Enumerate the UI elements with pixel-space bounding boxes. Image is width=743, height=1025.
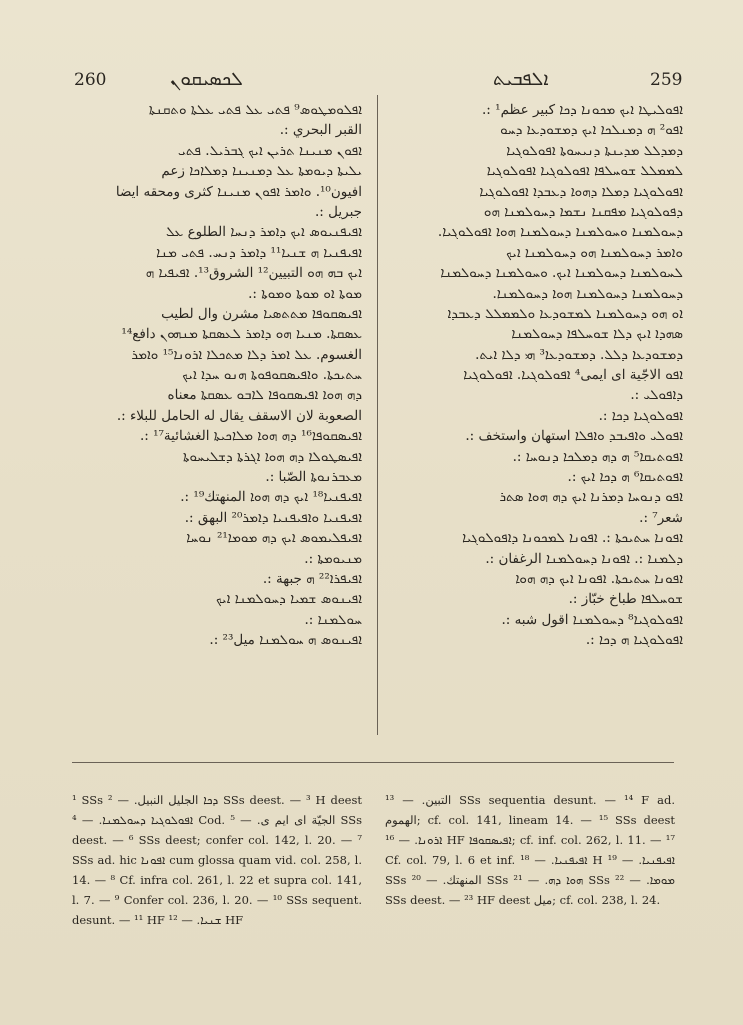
text-line: ܐܦܘܠܝ ܘܐܦܝܒܕ ܘܐܦܠܐ استهان واستخف :. [465, 428, 683, 445]
text-line: ܠܚܘܠܡܢܐ ܕܚܘܠܡܢܐ ܐܝܟ. ܘܚܘܠܡܢܐ ܕܚܘܠܡܢܐ [440, 265, 683, 282]
text-line: ܡܘܬܐ ܐܘ ܡܘܬܐ ܘܡܘܬܐ :. [248, 285, 362, 302]
text-line: ܐܦܘܬܝܩܐ⁵ ܗ ܕܗ ܕܡܠܟܐ ܕܢܘܚܐ :. [512, 448, 683, 465]
text-line: ܥܣܩܬܐ. ܡܢܝܐ ܗܘ ܕܐܡܪ ܠܥܣܩܬܐ ܡܢܗܘܢ دافع¹⁴ [121, 326, 362, 343]
text-line: ܐܦܘܬܝܩܐ⁶ ܗ ܕܟܐ ܐܝܟ :. [567, 469, 683, 486]
text-line: ܐܦܝܣܩܘܦܐ¹⁶ ܕܗ ܗܘܐ ܡܠܐܟܝܬܐ الغشائية¹⁷ :. [139, 428, 362, 445]
right-page-number: 259 [650, 70, 683, 90]
text-line: ܐܦܝܦܢܝܐ ܗ ܫܢܝܐ¹¹ ܕܐܡܪ ܕܢܚ. ܦܬܝ ܡܢܐ [156, 244, 362, 261]
column-divider [377, 95, 378, 735]
text-line: جبريل :. [315, 203, 362, 220]
text-line: ܚܘܠܡܢܐ :. [304, 611, 362, 628]
text-line: ܕܡܫܘܕܥܐ ܕܠܠ. ܕܡܫܘܕܥܐ³ ܗܝ ܕܠܐ ܐܝܬ. [475, 346, 683, 363]
text-line: ܐܦܝܦܪܐ²² ܗ جبهة :. [262, 570, 362, 587]
left-column [72, 100, 362, 651]
text-line: ܐܦܘܢ ܡܢܝܢܐ ܬܪܝܢ ܐܝܟ ܓܒܪܝܠ. ܦܬܝ [178, 142, 362, 159]
text-line: ܚܬܝܟܬܐ. ܘܐܦܝܣܩܘܦܘܬܐ ܗܢܘ ܚܕܐ ܐܝܟ [182, 367, 362, 384]
text-line: القبر البحري :. [279, 122, 362, 139]
text-line: ܐܘ ܗܘ ܕܚܘܠܡܢܐ ܠܡܫܘܕܥܐ ܘܠܡܡܠܠ ܕܥܒܕܐ [447, 305, 683, 322]
footnote-rule [72, 762, 674, 763]
left-page-number: 260 [74, 70, 107, 90]
footnotes-left [72, 790, 362, 930]
text-line: افيون¹⁰. ܘܐܡܪ ܐܦܘܢ ܡܢܝܢܐ كثرى ومحقه ايضا [115, 183, 362, 200]
text-line: ܐܦܝܣܩܘܦܐ ܡܬܬܣܝܐ مشرن وال لطيب [161, 305, 362, 322]
text-line: ܕܗ ܗܘܐ ܐܦܝܣܩܘܦܐ ܠܐܒܘ ܥܣܩܬܐ معناه [167, 387, 362, 404]
text-line: ܕܡܕܠܠ ܡܕܝܢܬܐ ܕܢܝܚܘܬܐ ܐܦܘܠܘܓܝܐ [506, 142, 683, 159]
text-line: ܐܦܝܦܢܝܐ¹⁸ ܐܝܟ ܕܗ ܗܘܐ المنهتك¹⁹ :. [180, 489, 362, 506]
text-line: ܐܦܝܦܢܝܘܣ ܐܝܟ ܕܐܡܪ ܕܢܚܐ الطلوع ܥܠ [165, 224, 362, 241]
text-line: ܡܢܝܘܡܬܐ :. [304, 550, 362, 567]
text-line: ܣܗܕܐ ܐܝܟ ܕܠܐ ܫܘܚܠܦܐ ܕܚܘܠܡܢܐ [511, 326, 683, 343]
text-line: ܐܦܝܢܘܣ ܗ ܚܘܠܡܢܐ ميل²³ :. [209, 632, 362, 649]
right-running-title: ܐܠܦܒܝܬ [493, 68, 549, 90]
text-line: ܐܦܝܦܢܝܐ ܘܐܦܝܦܢܝܐ ܕܐܡܪ²⁰ البهق :. [184, 509, 362, 526]
text-line: ܐܦܘ ܕܢܘܚܐ ܕܡܪܢܐ ܐܝܟ ܕܗ ܗܘܐ ܣܬܪ [499, 489, 683, 506]
right-column [393, 100, 683, 651]
text-line: ܕܐܦܘܠܝ :. [630, 387, 683, 404]
text-line: ܐܦܘܠܘܓܝܐ⁸ ܕܚܘܠܡܢܐ اقول شبه :. [501, 611, 683, 628]
text-line: ܘܐܡܪ ܕܚܘܠܡܢܐ ܗܘ ܕܚܘܠܡܢܐ ܐܝܟ [506, 244, 683, 261]
text-line: ܐܦܘ² ܗ ܕܡܢܠܟܐ ܐܝܟ ܕܡܫܘܕܥܐ ܕܚܘ [500, 122, 683, 139]
text-line: ܕܠܡܢܐ :. ܐܦܘܢܐ ܕܚܘܠܡܢܐ الرغفان :. [485, 550, 683, 567]
text-line: ܐܦܘܠܘܓܝܐ ܕܟܐ :. [598, 407, 683, 424]
footnote-text: ¹ SSs ܕܟܐ الجليل النبيل. — ² SSs deest. — ³ H deest ܐܦܘܠܘܓܝܐ ܕܚܘܠܡܢܐ. — ⁴ Cod. الجيّة اى ايم ى. — ⁵ SSs deest. — ⁶ SSs deest; confer col. 142, l. 20. — ⁷ SSs ad. hic ܐܦܘܢܐ cum glossa quam vid. col. 258, l. 14. — ⁸ Cf. infra col. 261, l. 22 et supra col. 141, l. 7. — ⁹ Confer col. 236, l. 20. — ¹⁰ SSs sequent. desunt. — ¹¹ HF ܫܢܝܐ. — ¹² HF [72, 793, 362, 927]
text-line: الغسوم. ܥܠ ܐܡܪ ܕܠܐ ܡܬܟܠܐ ܐܪܘܢܐ¹⁵ ܘܐܡܪ [131, 346, 362, 363]
text-line: ܐܦܘܠܝܛܐ ܐܝܟ ܡܟܘܢܐ ܕܟܐ كبير عظم¹ :. [482, 102, 683, 118]
text-line: ܡܥܒܪܢܘܬܐ الصّبا :. [265, 469, 362, 486]
text-line: ܐܦܘܠܘܓܝܐ ܗ ܕܟܐ :. [585, 632, 683, 649]
text-line: ܫܘܚܠܦܐ طباخ خبّاز :. [568, 591, 683, 608]
left-running-title: ܠܟܣܝܩܘܢ [170, 68, 243, 90]
text-line: ܐܝܟ ܒܗ ܗܘ التبيين¹² الشروق¹³. ܐܦܝܦܝܐ ܗ [145, 265, 362, 282]
text-line: شعر⁷ :. [639, 509, 683, 526]
text-line: ܕܦܘܠܘܓܝܐ ܡܦܩܢܐ ܢܫܡܐ ܕܚܘܠܡܢܐ ܗܘ [483, 203, 683, 220]
text-line: ܐܦܝܣܛܘܠܐ ܕܗ ܗܘܐ ܐܓܪܬܐ ܕܫܠܝܚܘܬܐ [183, 448, 362, 465]
text-line: ܐܦܘܢܐ ܚܬܝܟܬܐ :. ܐܦܘܢܐ ܠܡܟܘܢܐ ܕܐܦܘܠܘܓܝܐ [462, 530, 683, 547]
text-line: ܐܦܝܦܠܝܡܘܣ ܐܝܟ ܕܗ ܡܘܡܐ²¹ ܢܘܚܐ [186, 530, 362, 547]
text-line: ܐܦܘܢܐ ܚܬܝܟܬܐ. ܐܦܘܢܐ ܐܝܟ ܕܗ ܗܘܐ [515, 570, 683, 587]
text-line: ܐܦܘܠܘܓܝܐ ܕܡܠܐ ܕܗܘܐ ܕܥܒܕܐ ܐܦܘܠܘܓܝܐ [479, 183, 683, 200]
text-line: ܕܚܘܠܡܢܐ ܕܚܘܠܡܢܐ ܗܘܐ ܕܚܘܠܡܢܐ. [492, 285, 683, 302]
text-line: ܕܚܘܠܡܢܐ ܘܚܘܠܡܢܐ ܕܚܘܠܡܢܐ ܗܘܐ ܐܦܘܠܘܓܝܐ. [437, 224, 683, 241]
text-line: ܝܠܝܬܐ ܕܝܘܡܬܐ ܥܠ ܕܡܢܝܢܐ ܕܡܠܐܟܐ زعم [161, 163, 362, 180]
text-line: ܐܦܝܢܘܣ ܫܡܝܐ ܕܚܘܠܡܢܐ ܐܝܟ [215, 591, 362, 608]
footnote-text: التبين. — ¹³ SSs sequentia desunt. — ¹⁴ F ad. الهموم; cf. col. 141, lineam 14. — ¹⁵ SSs deest ܐܪܘܢܐ. — ¹⁶ HF ܐܦܝܣܩܘܦܐ; cf. inf. col. 262, l. 11. — ¹⁷ Cf. col. 79, l. 6 et inf. ܐܦܝܦܢܝܐ. — ¹⁸ H ܐܦܝܦܢܝܐ. — ¹⁹ SSs المنهتك. — ²⁰ SSs ܗܘܐ ܕܗ. — ²¹ SSs ܡܘܡܐ. — ²² SSs deest. — ²³ HF deest ميل; cf. col. 238, l. 24. [385, 793, 675, 907]
text-line: ܠܡܡܠܠ ܫܘܚܠܦܐ ܐܦܘܠܘܓܝܐ ܐܦܘܠܘܓܝܐ [486, 163, 683, 180]
text-line: ܐܦܘ الاجّية اى ايمى⁴ ܐܦܘܠܘܓܝܐ. ܐܦܘܠܘܓܝܐ [463, 367, 683, 384]
text-line: ܐܦܠܘܡܛܘܣ⁹ ܦܬܝ ܥܠ ܦܬܝ ܥܠܬܐ ܘܬܩܢܬܐ [148, 102, 362, 118]
text-line: الصعوبة لان الاسقف يقال له الحامل للبلاء :. [116, 407, 362, 424]
footnotes-right [385, 790, 675, 910]
